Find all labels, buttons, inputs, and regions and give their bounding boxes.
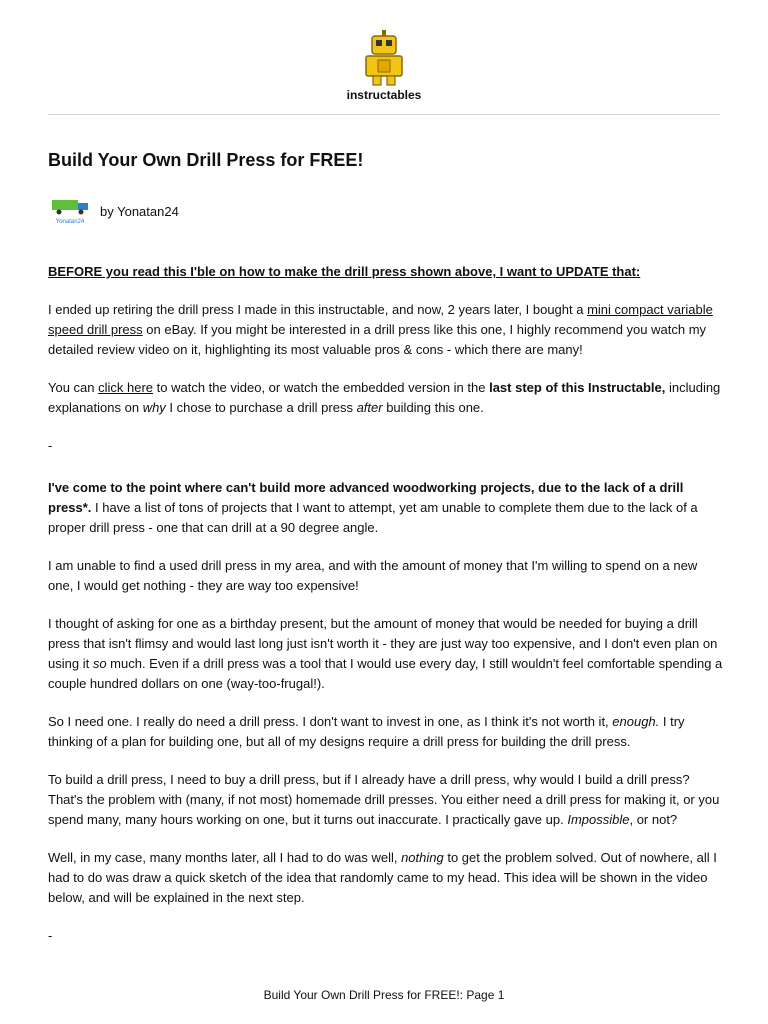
author-line: [48, 196, 179, 226]
p3-bold: I've come to the point where can't build more advanced woodworking projects, due to the lack of a drill press*.: [48, 480, 684, 515]
header-divider: [48, 114, 720, 115]
p1-text-a: I ended up retiring the drill press I made in this instructable, and now, 2 years later, I bought a: [48, 302, 588, 317]
site-header: [0, 30, 768, 102]
p5-em: so: [92, 656, 107, 671]
p7-em: Impossible: [567, 812, 630, 827]
avatar-label: Yonatan24: [55, 219, 85, 225]
update-notice: BEFORE you read this I'ble on how to make the drill press shown above, I want to UPDATE that:: [48, 264, 641, 279]
article-body: [48, 262, 724, 964]
p2-text-e: building this one.: [382, 400, 484, 415]
p2-text-c: including explanations on: [48, 380, 721, 415]
paragraph-6: [48, 712, 724, 752]
click-here-link[interactable]: click here: [98, 380, 154, 395]
paragraph-5: [48, 614, 724, 694]
p2-bold: last step of this Instructable,: [489, 380, 666, 395]
p2-text-b: to watch the video, or watch the embedded version in the: [153, 380, 490, 395]
p7-text-b: , or not?: [629, 812, 678, 827]
p8-em: nothing: [401, 850, 444, 865]
p2-text-d: I chose to purchase a drill press: [165, 400, 357, 415]
instructables-robot-icon[interactable]: [364, 30, 404, 86]
page-footer: Build Your Own Drill Press for FREE!: Page 1: [263, 988, 505, 1002]
p1-text-b: on eBay. If you might be interested in a drill press like this one, I highly recommend you watch my detailed review video on it, highlighting its most valuable pros & cons - which there are many!: [48, 322, 707, 357]
p7-text-a: To build a drill press, I need to buy a drill press, but if I already have a drill press, why would I build a drill press? That's the problem with (many, if not most) homemade drill presses. You either need a drill press for making it, or you spend many, many hours working on one, but it turns out inaccurate. I practically gave up.: [48, 772, 720, 827]
p5-text-a: I thought of asking for one as a birthday present, but the amount of money that would be needed for buying a drill press that isn't flimsy and would last long just isn't worth it - they are just way too expensive, and I don't even plan on using it: [48, 616, 718, 671]
p6-em: enough.: [612, 714, 660, 729]
paragraph-8: [48, 848, 724, 908]
brand-name[interactable]: instructables: [346, 88, 422, 102]
paragraph-7: [48, 770, 724, 830]
p2-em-why: why: [142, 400, 166, 415]
truck-avatar-icon: [48, 196, 92, 226]
paragraph-3: [48, 478, 724, 538]
p6-text-a: So I need one. I really do need a drill press. I don't want to invest in one, as I think it's not worth it,: [48, 714, 613, 729]
p8-text-b: to get the problem solved. Out of nowhere, all I had to do was draw a quick sketch of the idea that randomly came to my head. This idea will be shown in the video below, and will be explained in the next step.: [48, 850, 717, 905]
p8-text-a: Well, in my case, many months later, all I had to do was well,: [48, 850, 402, 865]
paragraph-4: I am unable to find a used drill press in my area, and with the amount of money that I'm willing to spend on a new one, I would get nothing - they are way too expensive!: [48, 558, 698, 593]
p2-text-a: You can: [48, 380, 99, 395]
p5-text-b: much. Even if a drill press was a tool that I would use every day, I still wouldn't feel comfortable spending a couple hundred dollars on one (way-too-frugal!).: [48, 656, 723, 691]
drill-press-ebay-link[interactable]: mini compact variable speed drill press: [48, 302, 713, 337]
separator-2: -: [48, 928, 53, 943]
separator-1: -: [48, 438, 53, 453]
author-name[interactable]: by Yonatan24: [100, 203, 179, 219]
p6-text-b: I try thinking of a plan for building one, but all of my designs require a drill press for building the drill press.: [48, 714, 685, 749]
page-title: Build Your Own Drill Press for FREE!: [48, 150, 364, 170]
p3-text: I have a list of tons of projects that I want to attempt, yet am unable to complete them due to the lack of a proper drill press - one that can drill at a 90 degree angle.: [48, 500, 698, 535]
p2-em-after: after: [356, 400, 383, 415]
paragraph-2: [48, 378, 724, 418]
paragraph-1: [48, 300, 724, 360]
